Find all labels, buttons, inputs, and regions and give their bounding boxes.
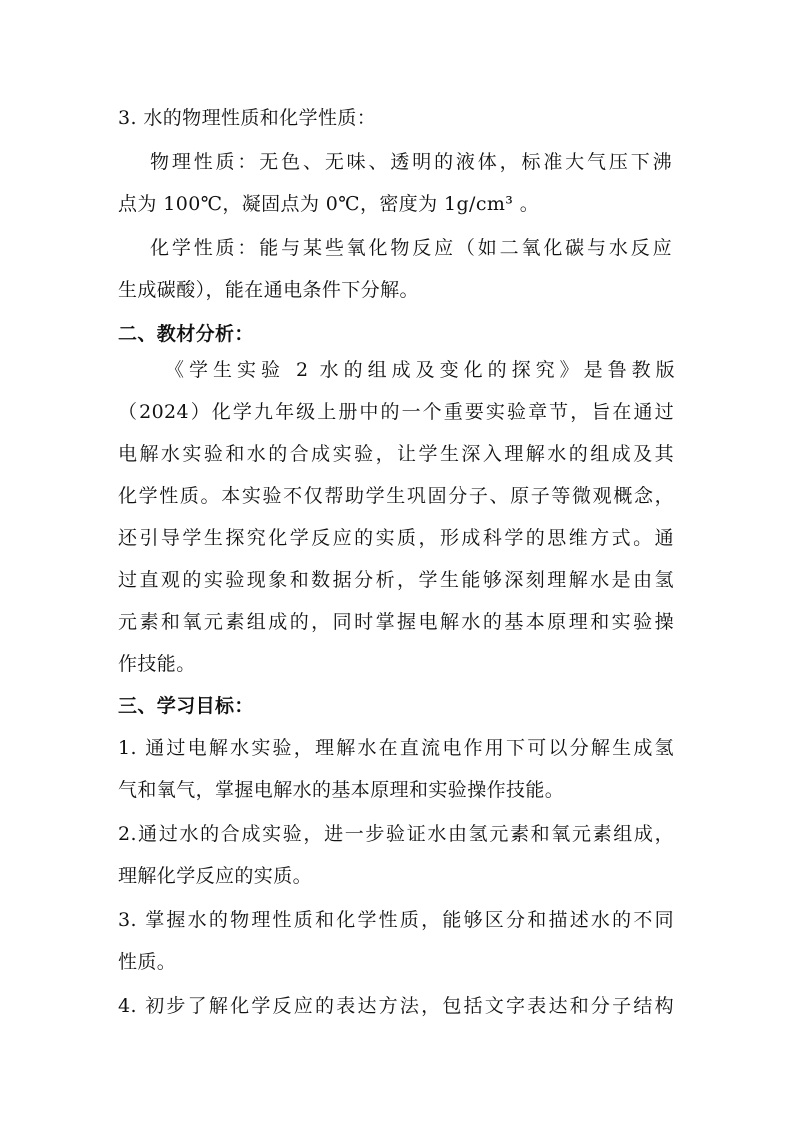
objective-line-6: 性质。 [118,951,177,973]
physical-properties-line-1: 物理性质：无色、无味、透明的液体，标准大气压下沸 [150,151,672,173]
chemical-properties-line-2: 生成碳酸），能在通电条件下分解。 [118,279,419,301]
analysis-line-6: 过直观的实验现象和数据分析，学生能够深刻理解水是由氢 [118,569,674,591]
chemical-properties-line-1: 化学性质：能与某些氧化物反应（如二氧化碳与水反应 [150,237,672,259]
analysis-line-4: 化学性质。本实验不仅帮助学生巩固分子、原子等微观概念， [118,485,674,507]
analysis-line-3: 电解水实验和水的合成实验，让学生深入理解水的组成及其 [118,443,674,465]
analysis-line-2: （2024）化学九年级上册中的一个重要实验章节，旨在通过 [118,401,674,423]
analysis-line-5: 还引导学生探究化学反应的实质，形成科学的思维方式。通 [118,527,674,549]
analysis-line-8: 作技能。 [118,653,196,675]
objective-line-5: 3. 掌握水的物理性质和化学性质，能够区分和描述水的不同 [118,909,674,931]
heading-textbook-analysis: 二、教材分析： [118,323,254,345]
section-3-item: 3. 水的物理性质和化学性质： [118,107,377,129]
heading-learning-objectives: 三、学习目标： [118,695,254,717]
analysis-line-1: 《学生实验 2 水的组成及变化的探究》是鲁教版 [165,359,675,381]
objective-line-4: 理解化学反应的实质。 [118,865,313,887]
objective-line-7: 4. 初步了解化学反应的表达方法，包括文字表达和分子结构 [118,995,674,1017]
physical-properties-line-2: 点为 100℃，凝固点为 0℃，密度为 1g/cm³ 。 [118,193,540,215]
analysis-line-7: 元素和氧元素组成的，同时掌握电解水的基本原理和实验操 [118,611,674,633]
objective-line-1: 1. 通过电解水实验，理解水在直流电作用下可以分解生成氢 [118,737,674,759]
objective-line-3: 2.通过水的合成实验，进一步验证水由氢元素和氧元素组成， [118,823,674,845]
objective-line-2: 气和氧气，掌握电解水的基本原理和实验操作技能。 [118,779,565,801]
